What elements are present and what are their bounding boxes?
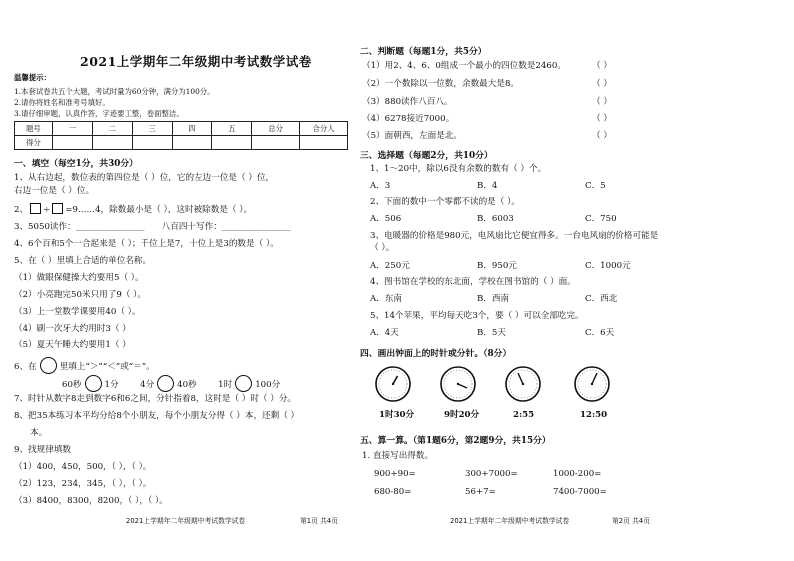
score-input-cell[interactable] — [300, 136, 348, 150]
footer-page-number: 第1页 共4页 — [300, 517, 338, 525]
score-input-cell[interactable] — [132, 136, 172, 150]
calc-item: 7400-7000= — [553, 487, 607, 497]
compare-left: 4分 — [140, 380, 155, 390]
answer-box[interactable] — [52, 203, 63, 214]
question-1a: 1、从右边起，数位表的第四位是（ ）位，它的左边一位是（ ）位， — [14, 173, 275, 183]
clock-face-icon[interactable] — [374, 365, 412, 403]
score-cell: 得分 — [15, 136, 53, 150]
section-2-title: 二、判断题（每题1分，共5分） — [360, 47, 487, 57]
compare-right: 1分 — [104, 380, 119, 390]
judge-answer-paren[interactable]: （ ） — [592, 61, 612, 71]
compare-circle[interactable] — [157, 375, 174, 392]
judge-item: （3）880读作八百八。 — [362, 97, 453, 107]
choice-question-cont: （ ）。 — [370, 243, 395, 253]
question-6-prefix: 6、在 — [14, 362, 37, 372]
section-5-title: 五、算一算。（第1题6分，第2题9分，共15分） — [360, 436, 551, 446]
question-3: 3、5050读作：________________ 八百四十写作：________________ — [14, 222, 291, 232]
judge-answer-paren[interactable]: （ ） — [592, 97, 612, 107]
tips-heading: 温馨提示： — [14, 73, 51, 82]
score-input-cell[interactable] — [212, 136, 252, 150]
section-4-title: 四、画出钟面上的时针或分针。（8分） — [360, 349, 512, 359]
calc-item: 900+90= — [374, 469, 416, 479]
question-4: 4、6个百和5个一合起来是（ ）；千位上是7，十位上是3的数是（ ）。 — [14, 239, 279, 249]
score-input-cell[interactable] — [252, 136, 300, 150]
choice-option[interactable]: B．5天 — [477, 328, 506, 338]
question-2-suffix: =9……4，除数最小是（ ），这时被除数是（ ）。 — [65, 205, 253, 215]
question-2 — [14, 203, 252, 216]
question-5-item: （5）夏天午睡大约要用1（ ） — [14, 340, 131, 350]
calc-item: 56+7= — [465, 487, 496, 497]
calc-intro: 1. 直接写出得数。 — [362, 451, 434, 461]
question-9-item: （1）400，450，500，（ ），（ ）。 — [14, 462, 152, 472]
choice-option[interactable]: C．750 — [585, 214, 617, 224]
question-8b: 本。 — [30, 428, 48, 438]
score-cell: 一 — [52, 122, 92, 136]
judge-answer-paren[interactable]: （ ） — [592, 79, 612, 89]
exam-title: 2021上学期年二年级期中考试数学试卷 — [80, 54, 312, 69]
question-1b: 右边一位是（ ）位。 — [14, 186, 95, 196]
choice-question: 4、图书馆在学校的东北面，学校在图书馆的（ ）面。 — [370, 277, 576, 287]
footer-title: 2021上学期年二年级期中考试数学试卷 — [126, 517, 246, 525]
choice-option[interactable]: C．5 — [585, 181, 606, 191]
footer-title: 2021上学期年二年级期中考试数学试卷 — [450, 517, 570, 525]
choice-option[interactable]: C．西北 — [585, 294, 618, 304]
choice-question: 3、电暖器的价格是980元，电风扇比它便宜得多。一台电风扇的价格可能是 — [370, 231, 659, 241]
choice-option[interactable]: C．6天 — [585, 328, 615, 338]
question-5-item: （4）刷一次牙大约用时3（ ） — [14, 324, 131, 334]
score-cell: 四 — [172, 122, 212, 136]
score-cell: 五 — [212, 122, 252, 136]
clock-label: 9时20分 — [444, 410, 480, 420]
right-page — [360, 0, 794, 561]
tip-2: 2.请你将姓名和准考号填好。 — [14, 98, 110, 107]
choice-question: 5、14个苹果，平均每天吃3个，要（ ）可以全部吃完。 — [370, 311, 584, 321]
choice-question: 1、1～20中，除以6没有余数的数有（ ）个。 — [370, 164, 547, 174]
question-2-prefix: 2、 — [14, 205, 29, 215]
score-input-cell[interactable] — [92, 136, 132, 150]
answer-box[interactable] — [30, 203, 41, 214]
choice-option[interactable]: B．6003 — [477, 214, 514, 224]
calc-item: 1000-200= — [553, 469, 602, 479]
question-5: 5、在（ ）里填上合适的单位名称。 — [14, 256, 152, 266]
question-8a: 8、把35本练习本平均分给8个小朋友，每个小朋友分得（ ）本，还剩（ ） — [14, 411, 300, 421]
score-input-cell[interactable] — [52, 136, 92, 150]
choice-option[interactable]: A．3 — [370, 181, 391, 191]
choice-option[interactable]: C．1000元 — [585, 261, 631, 271]
compare-right: 40秒 — [177, 380, 197, 390]
calc-item: 300+7000= — [465, 469, 518, 479]
compare-left: 1时 — [218, 380, 233, 390]
question-2-divide: ÷ — [43, 205, 51, 215]
judge-item: （2）一个数除以一位数，余数最大是8。 — [362, 79, 520, 89]
clock-label: 1时30分 — [379, 410, 415, 420]
question-9: 9、找规律填数 — [14, 445, 72, 455]
clock-label: 2:55 — [513, 410, 535, 420]
score-table-score-row — [15, 136, 348, 150]
score-cell: 题号 — [15, 122, 53, 136]
judge-answer-paren[interactable]: （ ） — [592, 131, 612, 141]
compare-circle[interactable] — [40, 357, 57, 374]
score-table-header-row — [15, 122, 348, 136]
tip-3: 3.请仔细审题，认真作答，字迹要工整，卷面整洁。 — [14, 109, 184, 118]
choice-option[interactable]: B．950元 — [477, 261, 517, 271]
clock-face-icon[interactable] — [573, 365, 611, 403]
question-9-item: （3）8400，8300，8200，（ ），（ ）。 — [14, 496, 168, 506]
question-5-item: （3）上一堂数学课要用40（ ）。 — [14, 307, 141, 317]
choice-option[interactable]: B．西南 — [477, 294, 510, 304]
tip-1: 1.本套试卷共五个大题，考试时量为60分钟，满分为100分。 — [14, 87, 215, 96]
question-9-item: （2）123，234，345，（ ），（ ）。 — [14, 479, 152, 489]
clock-face-icon[interactable] — [504, 365, 542, 403]
question-7: 7、时针从数字8走到数字6和6之间，分针指着8，这时是（ ）时（ ）分。 — [14, 394, 297, 404]
judge-item: （4）6278接近7000。 — [362, 114, 455, 124]
clock-label: 12:50 — [580, 410, 608, 420]
question-5-item: （2）小亮跑完50米只用了9（ ）。 — [14, 290, 147, 300]
choice-question: 2、下面的数中一个零都不读的是（ ）。 — [370, 197, 520, 207]
footer-page-number: 第2页 共4页 — [612, 517, 650, 525]
score-cell: 二 — [92, 122, 132, 136]
choice-option[interactable]: A．250元 — [370, 261, 410, 271]
question-6-suffix: 里填上“＞”“＜”或“＝”。 — [59, 362, 155, 372]
choice-option[interactable]: A．4天 — [370, 328, 399, 338]
calc-item: 680-80= — [374, 487, 412, 497]
score-input-cell[interactable] — [172, 136, 212, 150]
judge-answer-paren[interactable]: （ ） — [592, 114, 612, 124]
section-3-title: 三、选择题（每题2分，共10分） — [360, 151, 493, 161]
question-6 — [14, 357, 155, 374]
judge-item: （1）用2、4、6、0组成一个最小的四位数是2460。 — [362, 61, 566, 71]
compare-circle[interactable] — [85, 375, 102, 392]
compare-right: 100分 — [255, 380, 281, 390]
score-cell: 总分 — [252, 122, 300, 136]
score-cell: 三 — [132, 122, 172, 136]
question-5-item: （1）做眼保健操大约要用5（ ）。 — [14, 273, 144, 283]
question-6-items — [62, 375, 280, 392]
section-1-title: 一、填空（每空1分，共30分） — [14, 159, 138, 169]
choice-option[interactable]: B．4 — [477, 181, 498, 191]
score-table — [14, 121, 348, 150]
score-cell: 合分人 — [300, 122, 348, 136]
judge-item: （5）面朝西，左面是北。 — [362, 131, 462, 141]
compare-left: 60秒 — [62, 380, 82, 390]
choice-option[interactable]: A．506 — [370, 214, 402, 224]
clock-face-icon[interactable] — [439, 365, 477, 403]
choice-option[interactable]: A．东南 — [370, 294, 402, 304]
compare-circle[interactable] — [235, 375, 252, 392]
